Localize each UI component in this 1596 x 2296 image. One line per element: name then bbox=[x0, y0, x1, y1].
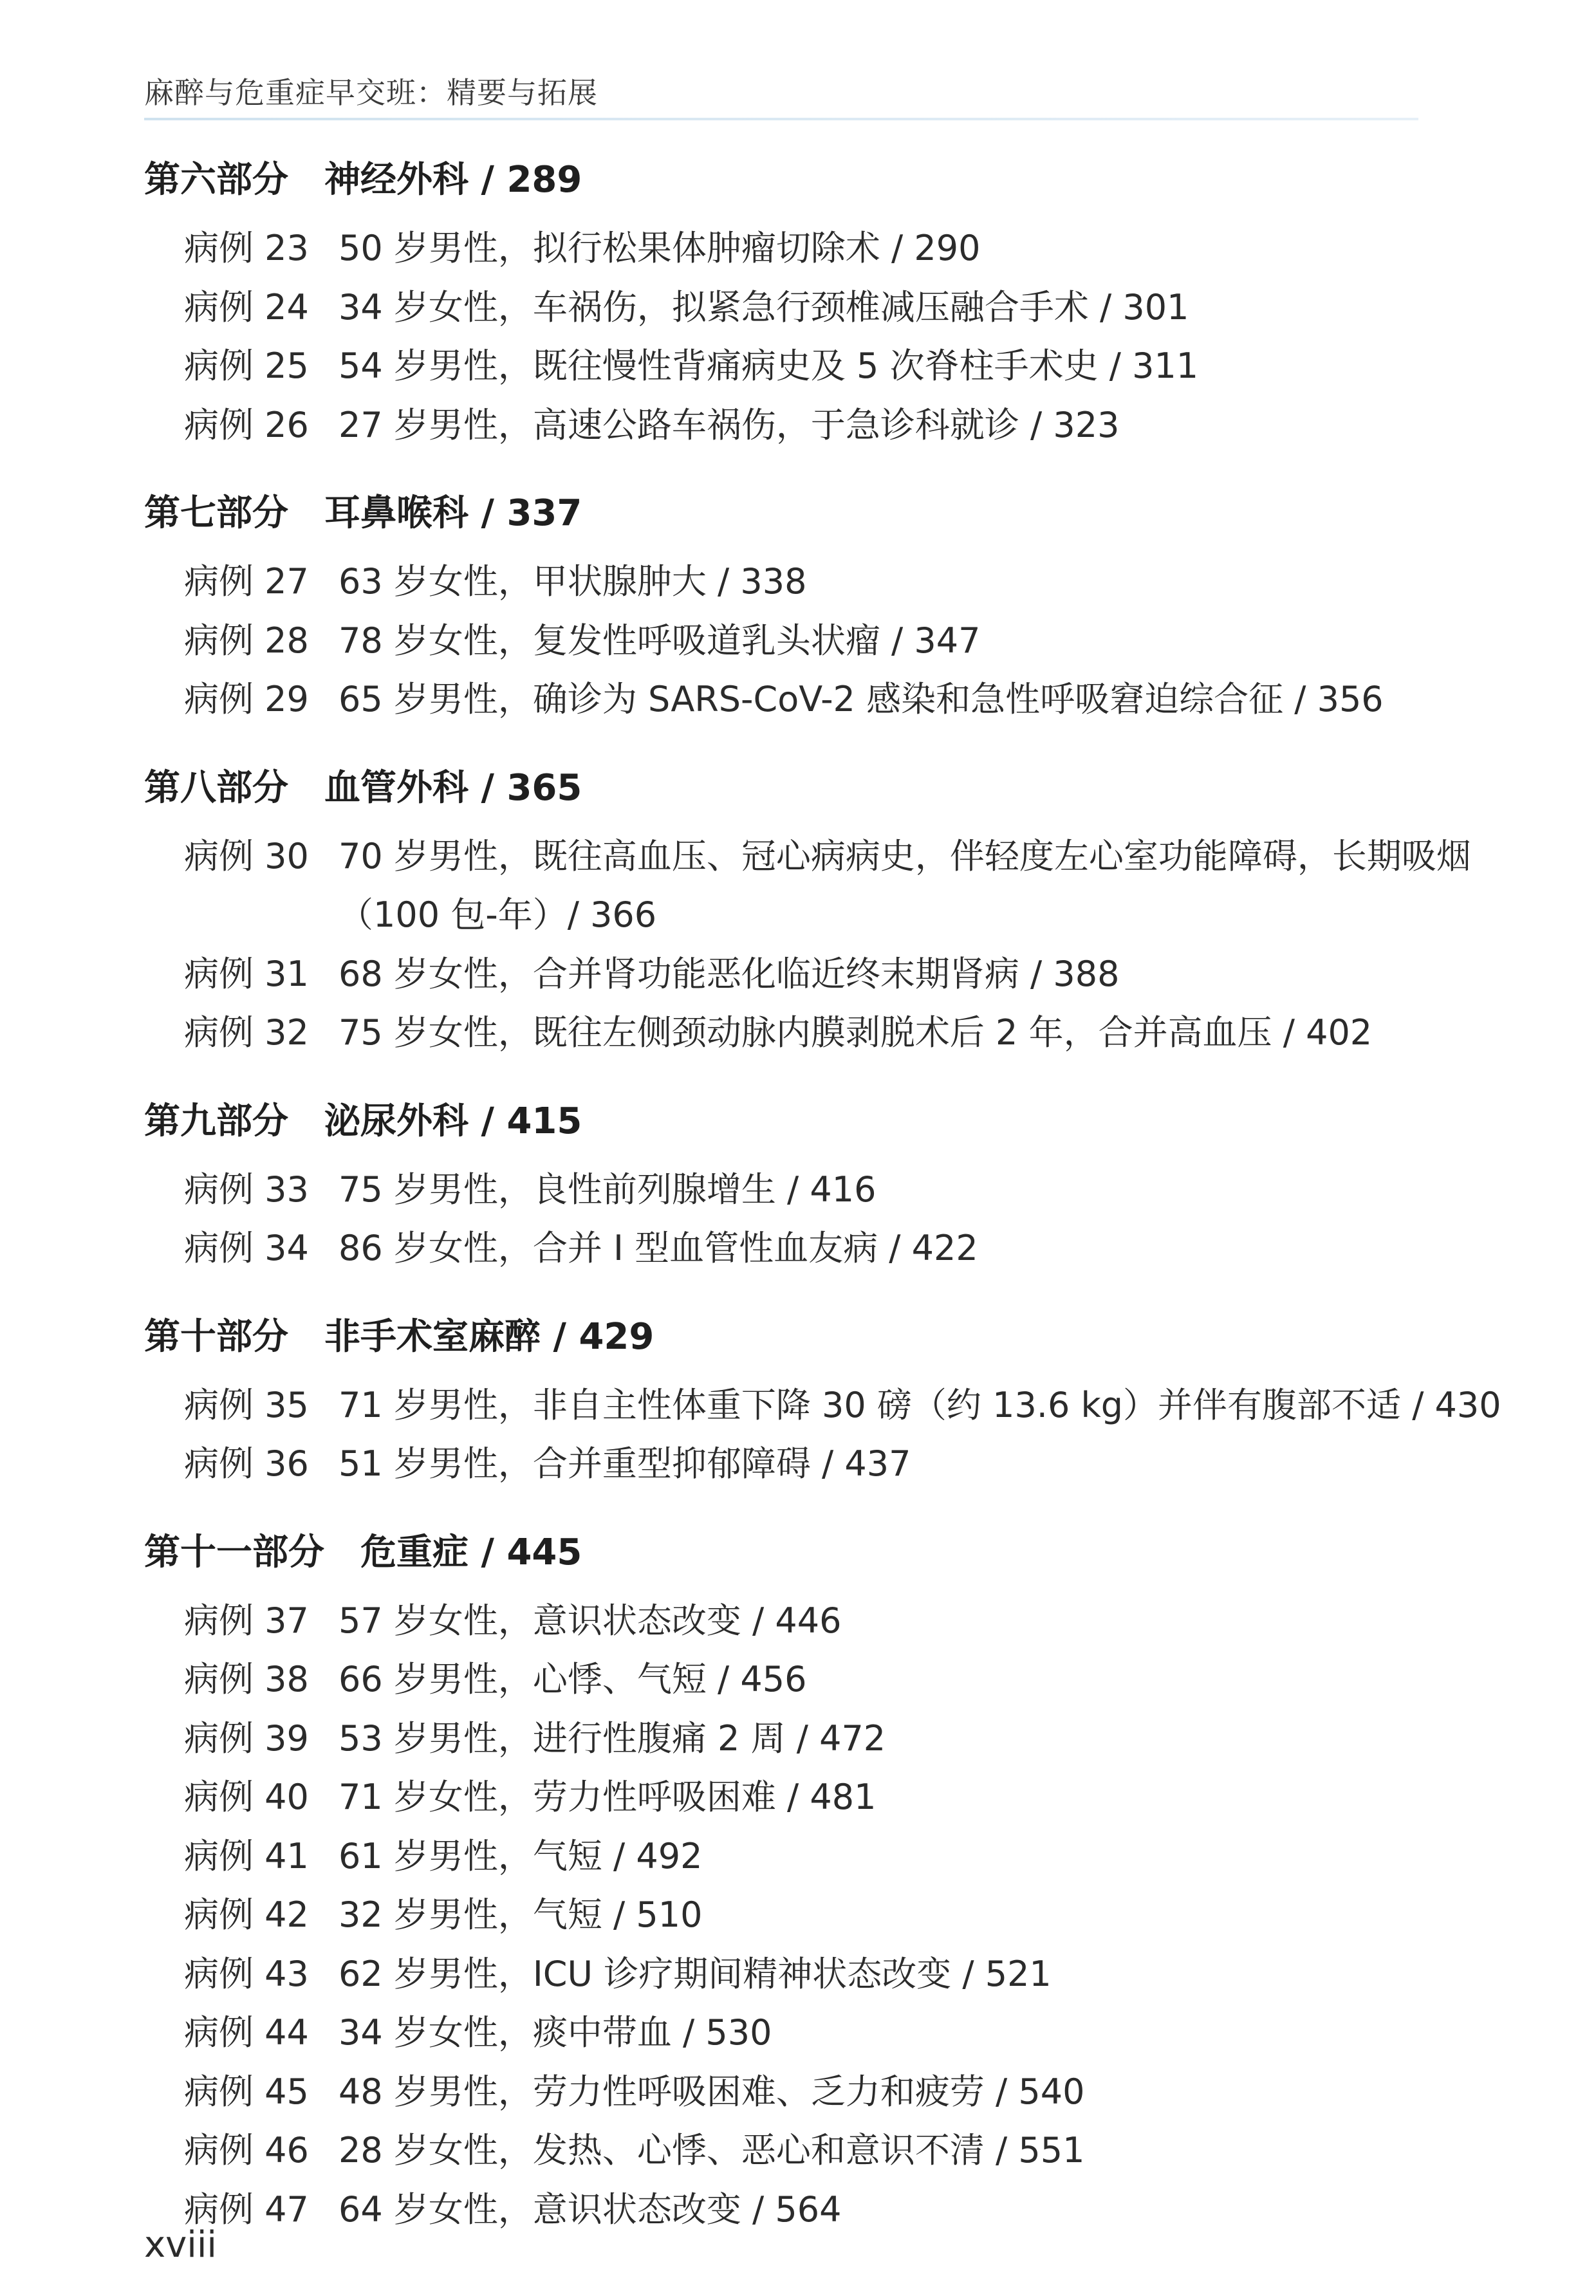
case-title: 61 岁男性，气短 / 492 bbox=[339, 1835, 703, 1876]
part-heading[interactable] bbox=[0, 154, 1596, 206]
case-title: 70 岁男性，既往高血压、冠心病病史，伴轻度左心室功能障碍，长期吸烟（100 包-年）/ 366 bbox=[339, 835, 1471, 935]
part-heading[interactable] bbox=[0, 1096, 1596, 1147]
part-label: 第六部分 bbox=[144, 159, 288, 201]
case-number: 病例 35 bbox=[184, 1384, 309, 1425]
toc-entry[interactable] bbox=[0, 2062, 1596, 2122]
part-title: 危重症 / 445 bbox=[360, 1531, 582, 1573]
part-heading[interactable] bbox=[0, 488, 1596, 539]
case-number: 病例 27 bbox=[184, 561, 309, 602]
case-title: 71 岁男性，非自主性体重下降 30 磅（约 13.6 kg）并伴有腹部不适 / 430 bbox=[339, 1384, 1501, 1425]
case-title: 63 岁女性，甲状腺肿大 / 338 bbox=[339, 561, 807, 602]
case-number: 病例 23 bbox=[184, 228, 309, 268]
case-title: 32 岁男性，气短 / 510 bbox=[339, 1894, 703, 1935]
case-title: 57 岁女性，意识状态改变 / 446 bbox=[339, 1600, 842, 1641]
case-title: 28 岁女性，发热、心悸、恶心和意识不清 / 551 bbox=[339, 2130, 1085, 2171]
toc-entry[interactable] bbox=[0, 396, 1596, 455]
case-title: 27 岁男性，高速公路车祸伤，于急诊科就诊 / 323 bbox=[339, 404, 1120, 445]
toc-entry[interactable] bbox=[0, 1827, 1596, 1886]
header-rule bbox=[144, 118, 1418, 120]
case-number: 病例 28 bbox=[184, 620, 309, 661]
toc-entry[interactable] bbox=[0, 1709, 1596, 1768]
case-number: 病例 43 bbox=[184, 1953, 309, 1994]
case-number: 病例 36 bbox=[184, 1443, 309, 1484]
toc-entry[interactable] bbox=[0, 337, 1596, 396]
toc-part bbox=[0, 1096, 1596, 1278]
case-title: 75 岁男性，良性前列腺增生 / 416 bbox=[339, 1169, 877, 1210]
toc-entry[interactable] bbox=[0, 1160, 1596, 1219]
toc-entry[interactable] bbox=[0, 2121, 1596, 2180]
case-title: 75 岁女性，既往左侧颈动脉内膜剥脱术后 2 年，合并高血压 / 402 bbox=[339, 1012, 1373, 1053]
toc-entry[interactable] bbox=[0, 552, 1596, 611]
case-number: 病例 39 bbox=[184, 1717, 309, 1759]
toc-entry[interactable] bbox=[0, 827, 1596, 945]
case-number: 病例 42 bbox=[184, 1894, 309, 1935]
toc-entry[interactable] bbox=[0, 1885, 1596, 1945]
part-label: 第十一部分 bbox=[144, 1531, 324, 1573]
case-title: 51 岁男性，合并重型抑郁障碍 / 437 bbox=[339, 1443, 911, 1484]
part-title: 神经外科 / 289 bbox=[324, 159, 582, 201]
table-of-contents bbox=[0, 154, 1596, 2272]
part-label: 第九部分 bbox=[144, 1100, 288, 1142]
toc-entry[interactable] bbox=[0, 278, 1596, 337]
case-number: 病例 25 bbox=[184, 346, 309, 386]
case-title: 78 岁女性，复发性呼吸道乳头状瘤 / 347 bbox=[339, 620, 981, 661]
case-number: 病例 24 bbox=[184, 286, 309, 328]
part-title: 非手术室麻醉 / 429 bbox=[324, 1315, 654, 1358]
case-number: 病例 31 bbox=[184, 953, 309, 994]
case-title: 62 岁男性，ICU 诊疗期间精神状态改变 / 521 bbox=[339, 1953, 1052, 1994]
case-title: 34 岁女性，痰中带血 / 530 bbox=[339, 2012, 772, 2053]
toc-part bbox=[0, 1311, 1596, 1494]
case-number: 病例 47 bbox=[184, 2189, 309, 2230]
case-title: 68 岁女性，合并肾功能恶化临近终末期肾病 / 388 bbox=[339, 953, 1120, 994]
case-number: 病例 30 bbox=[184, 835, 309, 876]
case-title: 65 岁男性，确诊为 SARS-CoV-2 感染和急性呼吸窘迫综合征 / 356 bbox=[339, 679, 1384, 719]
case-number: 病例 44 bbox=[184, 2012, 309, 2053]
case-title: 86 岁女性，合并 Ⅰ 型血管性血友病 / 422 bbox=[339, 1228, 978, 1268]
case-title: 53 岁男性，进行性腹痛 2 周 / 472 bbox=[339, 1717, 886, 1759]
part-heading[interactable] bbox=[0, 1311, 1596, 1363]
case-title: 34 岁女性，车祸伤，拟紧急行颈椎减压融合手术 / 301 bbox=[339, 286, 1189, 328]
toc-entry[interactable] bbox=[0, 945, 1596, 1004]
toc-entry[interactable] bbox=[0, 1003, 1596, 1062]
part-label: 第七部分 bbox=[144, 492, 288, 534]
case-number: 病例 38 bbox=[184, 1659, 309, 1699]
case-number: 病例 40 bbox=[184, 1777, 309, 1817]
part-label: 第八部分 bbox=[144, 766, 288, 809]
case-title: 54 岁男性，既往慢性背痛病史及 5 次脊柱手术史 / 311 bbox=[339, 346, 1199, 386]
toc-part bbox=[0, 488, 1596, 729]
toc-entry[interactable] bbox=[0, 1219, 1596, 1278]
toc-entry[interactable] bbox=[0, 611, 1596, 671]
running-head: 麻醉与危重症早交班：精要与拓展 bbox=[144, 75, 598, 110]
toc-part bbox=[0, 763, 1596, 1062]
toc-entry[interactable] bbox=[0, 1650, 1596, 1709]
case-number: 病例 37 bbox=[184, 1600, 309, 1641]
case-number: 病例 41 bbox=[184, 1835, 309, 1876]
case-number: 病例 32 bbox=[184, 1012, 309, 1053]
case-title: 50 岁男性，拟行松果体肿瘤切除术 / 290 bbox=[339, 228, 981, 268]
part-heading[interactable] bbox=[0, 1527, 1596, 1578]
toc-entry[interactable] bbox=[0, 1945, 1596, 2004]
toc-entry[interactable] bbox=[0, 1591, 1596, 1651]
case-number: 病例 26 bbox=[184, 404, 309, 445]
toc-entry[interactable] bbox=[0, 2003, 1596, 2062]
toc-entry[interactable] bbox=[0, 219, 1596, 278]
part-title: 泌尿外科 / 415 bbox=[324, 1100, 582, 1142]
part-heading[interactable] bbox=[0, 763, 1596, 814]
case-number: 病例 33 bbox=[184, 1169, 309, 1210]
case-title: 64 岁女性，意识状态改变 / 564 bbox=[339, 2189, 842, 2230]
part-title: 血管外科 / 365 bbox=[324, 766, 582, 809]
case-number: 病例 45 bbox=[184, 2071, 309, 2112]
toc-part bbox=[0, 1527, 1596, 2239]
case-title: 71 岁女性，劳力性呼吸困难 / 481 bbox=[339, 1777, 877, 1817]
case-title: 66 岁男性，心悸、气短 / 456 bbox=[339, 1659, 807, 1699]
toc-entry[interactable] bbox=[0, 1768, 1596, 1827]
case-number: 病例 29 bbox=[184, 679, 309, 719]
case-number: 病例 34 bbox=[184, 1228, 309, 1268]
toc-entry[interactable] bbox=[0, 1376, 1596, 1435]
toc-entry[interactable] bbox=[0, 2180, 1596, 2239]
toc-entry[interactable] bbox=[0, 1434, 1596, 1494]
part-title: 耳鼻喉科 / 337 bbox=[324, 492, 582, 534]
case-title: 48 岁男性，劳力性呼吸困难、乏力和疲劳 / 540 bbox=[339, 2071, 1085, 2112]
case-number: 病例 46 bbox=[184, 2130, 309, 2171]
toc-entry[interactable] bbox=[0, 670, 1596, 729]
page-number: xviii bbox=[144, 2224, 217, 2266]
part-label: 第十部分 bbox=[144, 1315, 288, 1358]
toc-part bbox=[0, 154, 1596, 454]
